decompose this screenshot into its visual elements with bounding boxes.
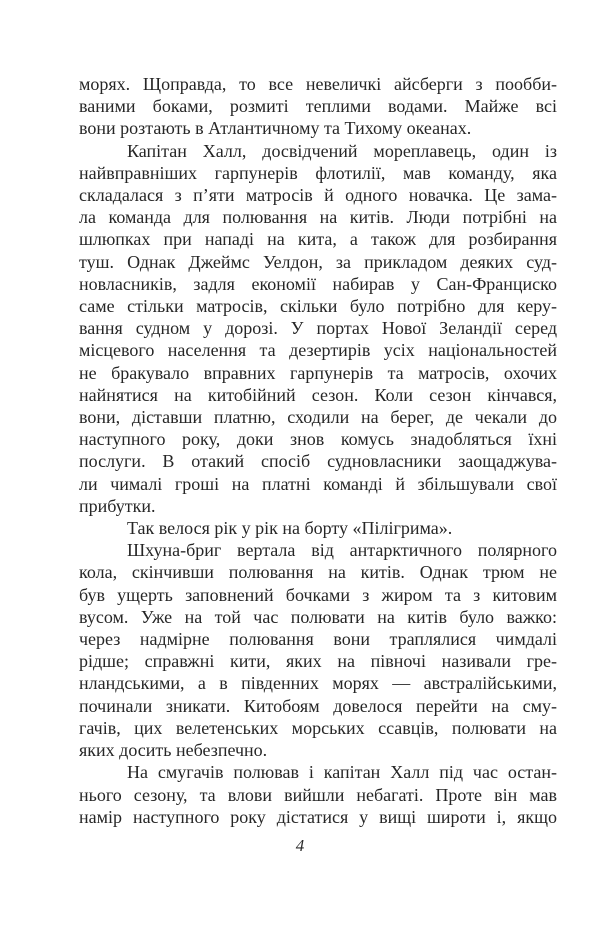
- text-line: починали зникати. Китобоям довелося перейти на сму-: [79, 695, 557, 716]
- text-line: Капітан Халл, досвідчений мореплавець, один із: [127, 140, 557, 161]
- text-line: найнятися на китобійний сезон. Коли сезон кінчався,: [79, 384, 557, 405]
- text-line: Шхуна-бриг вертала від антарктичного полярного: [127, 540, 557, 561]
- text-line: нландськими, а в південних морях — австралійськими,: [79, 673, 557, 694]
- text-line: туш. Однак Джеймс Уелдон, за прикладом деяких суд-: [79, 251, 557, 272]
- text-line: місцевого населення та дезертирів усіх національностей: [79, 340, 557, 361]
- page-text-block: [79, 73, 557, 828]
- text-line: морях. Щоправда, то все невеличкі айсберги з пообби-: [79, 74, 557, 94]
- text-line: шлюпках при нападі на кита, а також для розбирання: [79, 229, 557, 250]
- text-line: не бракувало вправних гарпунерів та матросів, охочих: [79, 362, 557, 383]
- text-line: наступного року, доки знов комусь знадобляться їхні: [79, 429, 557, 450]
- text-line: прибутки.: [79, 495, 156, 516]
- text-line: Так велося рік у рік на борту «Пілігрима».: [127, 518, 453, 539]
- text-line: вони, діставши платню, сходили на берег, де чекали до: [79, 407, 557, 428]
- text-line: ваними боками, розмиті теплими водами. Майже всі: [79, 96, 557, 117]
- page-number: 4: [295, 836, 305, 855]
- text-line: через надмірне полювання вони траплялися чимдалі: [79, 629, 557, 650]
- text-line: послуги. В отакий спосіб судновласники заощаджува-: [79, 451, 557, 472]
- text-line: ла команда для полювання на китів. Люди потрібні на: [79, 207, 557, 228]
- text-line: яких досить небезпечно.: [79, 740, 268, 761]
- text-line: кола, скінчивши полювання на китів. Однак трюм не: [79, 562, 557, 583]
- text-line: намір наступного року дістатися у вищі широти і, якщо: [79, 806, 557, 827]
- text-line: На смугачів полював і капітан Халл під час остан-: [127, 762, 557, 783]
- text-line: найвправніших гарпунерів флотилії, мав команду, яка: [79, 162, 557, 183]
- text-line: був ущерть заповнений бочками з жиром та з китовим: [79, 584, 557, 605]
- text-line: ли чималі гроші на платні команді й збільшували свої: [79, 473, 557, 494]
- text-line: гачів, цих велетенських морських ссавців, полювати на: [79, 717, 557, 738]
- text-line: вусом. Уже на той час полювати на китів було важко:: [79, 606, 557, 627]
- text-line: новласників, задля економії набирав у Сан-Франциско: [79, 273, 557, 294]
- text-line: нього сезону, та влови вийшли небагаті. Проте він мав: [79, 784, 557, 805]
- text-line: складалася з п’яти матросів й одного новачка. Це зама-: [79, 185, 557, 206]
- text-line: рідше; справжні кити, яких на півночі називали гре-: [79, 651, 557, 672]
- text-line: вони розтають в Атлантичному та Тихому океанах.: [79, 118, 472, 139]
- text-line: саме стільки матросів, скільки було потрібно для керу-: [79, 296, 557, 317]
- text-line: вання судном у дорозі. У портах Нової Зеландії серед: [79, 318, 557, 339]
